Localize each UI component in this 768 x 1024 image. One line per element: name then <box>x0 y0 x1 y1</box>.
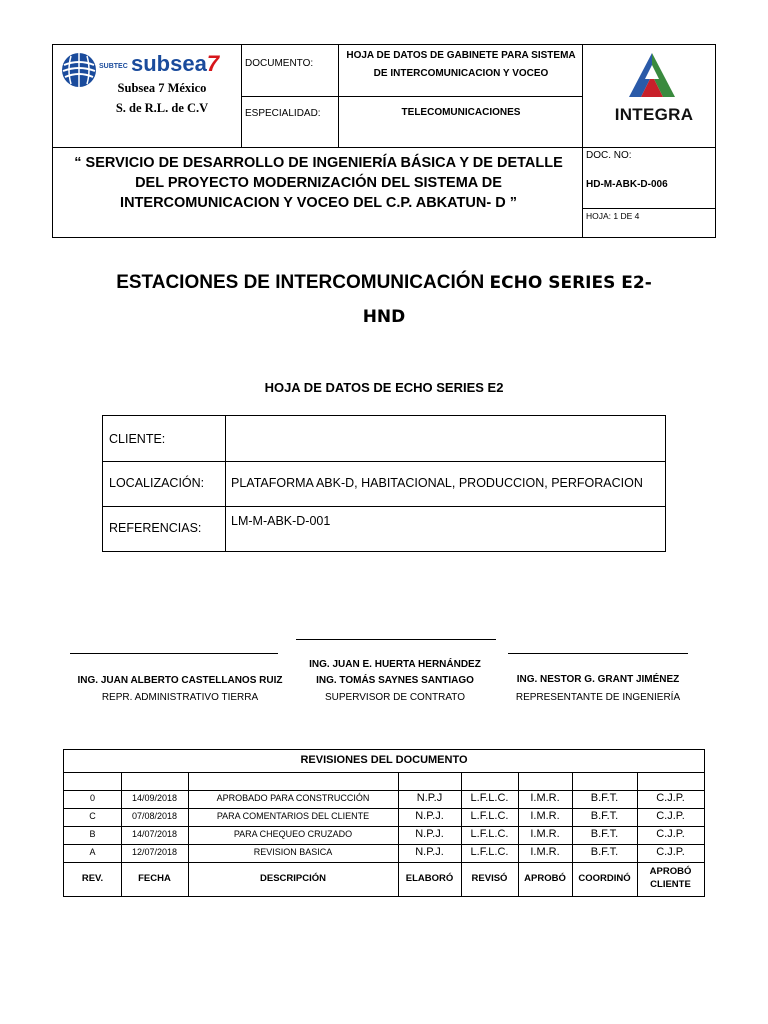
doc-no-value: HD-M-ABK-D-006 <box>586 179 668 190</box>
divider <box>64 790 704 791</box>
signature-line-center <box>296 639 496 640</box>
subsea-seven: 7 <box>206 51 220 76</box>
col-header-fecha: FECHA <box>138 873 171 884</box>
reviso-cell: L.F.L.C. <box>470 792 509 804</box>
rev-cell: 0 <box>89 793 95 803</box>
signer-right-name: ING. NESTOR G. GRANT JIMÉNEZ <box>516 674 680 685</box>
divider <box>241 96 582 97</box>
descripcion-cell: REVISION BASICA <box>253 847 333 857</box>
page-title-line2 <box>0 306 768 328</box>
revisions-title: REVISIONES DEL DOCUMENTO <box>300 754 468 766</box>
reviso-cell: L.F.L.C. <box>470 846 509 858</box>
divider <box>103 461 665 462</box>
aprobo-cliente-cell: C.J.P. <box>656 846 685 858</box>
signer-left-name: ING. JUAN ALBERTO CASTELLANOS RUIZ <box>77 675 283 686</box>
coordino-cell: B.F.T. <box>590 810 619 822</box>
page-counter: HOJA: 1 DE 4 <box>586 211 640 221</box>
col-header-elaboro: ELABORÓ <box>405 873 454 884</box>
divider <box>103 506 665 507</box>
documento-label: DOCUMENTO: <box>245 58 314 69</box>
service-line3: INTERCOMUNICACION Y VOCEO DEL C.P. ABKATUN- D ” <box>120 195 517 211</box>
fecha-cell: 14/09/2018 <box>131 793 178 803</box>
rev-cell: C <box>89 811 96 821</box>
fecha-cell: 07/08/2018 <box>131 811 178 821</box>
subsea7-logo <box>131 51 219 77</box>
documento-value-line2: DE INTERCOMUNICACION Y VOCEO <box>373 68 549 79</box>
elaboro-cell: N.P.J. <box>415 846 444 858</box>
signature-line-right <box>508 653 688 654</box>
signer-center-name2: ING. TOMÁS SAYNES SANTIAGO <box>316 675 474 686</box>
coordino-cell: B.F.T. <box>590 792 619 804</box>
aprobo-cliente-cell: C.J.P. <box>656 792 685 804</box>
divider <box>64 844 704 845</box>
page-title-part3: HND <box>362 307 406 327</box>
subsea-wordmark: subsea <box>131 51 207 76</box>
elaboro-cell: N.P.J. <box>415 828 444 840</box>
col-header-aprobo-cliente-1: APROBÓ <box>649 866 692 877</box>
service-line1: “ SERVICIO DE DESARROLLO DE INGENIERÍA BÁSICA Y DE DETALLE <box>74 155 563 171</box>
doc-no-label: DOC. NO: <box>586 150 632 161</box>
fecha-cell: 12/07/2018 <box>131 847 178 857</box>
localizacion-value: PLATAFORMA ABK-D, HABITACIONAL, PRODUCCION, PERFORACION <box>231 476 643 490</box>
integra-wordmark: INTEGRA <box>614 105 694 124</box>
descripcion-cell: APROBADO PARA CONSTRUCCIÓN <box>216 793 370 803</box>
localizacion-label: LOCALIZACIÓN: <box>109 476 205 490</box>
especialidad-value: TELECOMUNICACIONES <box>401 107 521 118</box>
aprobo-cell: I.M.R. <box>530 792 560 804</box>
page-title-part1: ESTACIONES DE INTERCOMUNICACIÓN <box>116 272 485 293</box>
coordino-cell: B.F.T. <box>590 828 619 840</box>
especialidad-label: ESPECIALIDAD: <box>245 108 321 119</box>
page-title <box>0 272 768 294</box>
col-header-reviso: REVISÓ <box>471 873 508 884</box>
rev-cell: A <box>89 847 96 857</box>
col-header-rev: REV. <box>81 873 104 884</box>
subtec-label: SUBTEC <box>99 63 128 70</box>
company-name: Subsea 7 México <box>117 81 207 95</box>
divider <box>582 45 583 238</box>
cliente-label: CLIENTE: <box>109 432 166 446</box>
document-header <box>52 44 716 238</box>
aprobo-cell: I.M.R. <box>530 846 560 858</box>
col-header-descripcion: DESCRIPCIÓN <box>260 873 326 884</box>
signature-line-left <box>70 653 278 654</box>
divider <box>64 808 704 809</box>
signer-right-role: REPRESENTANTE DE INGENIERÍA <box>515 692 681 703</box>
signer-center-role: SUPERVISOR DE CONTRATO <box>324 692 466 703</box>
signer-center-name1: ING. JUAN E. HUERTA HERNÁNDEZ <box>309 659 481 670</box>
descripcion-cell: PARA CHEQUEO CRUZADO <box>233 829 353 839</box>
coordino-cell: B.F.T. <box>590 846 619 858</box>
col-header-aprobo: APROBÓ <box>524 873 566 884</box>
company-legal-form: S. de R.L. de C.V <box>115 101 209 115</box>
page-title-part2: ECHO SERIES E2- <box>489 273 652 293</box>
referencias-label: REFERENCIAS: <box>109 521 202 535</box>
aprobo-cell: I.M.R. <box>530 810 560 822</box>
service-line2: DEL PROYECTO MODERNIZACIÓN DEL SISTEMA DE <box>135 175 502 191</box>
integra-logo-icon <box>617 51 687 103</box>
fecha-cell: 14/07/2018 <box>131 829 178 839</box>
signer-left-role: REPR. ADMINISTRATIVO TIERRA <box>101 692 259 703</box>
divider <box>64 772 704 773</box>
datasheet-subtitle: HOJA DE DATOS DE ECHO SERIES E2 <box>264 380 504 395</box>
divider <box>53 147 716 148</box>
divider <box>64 862 704 863</box>
divider <box>225 416 226 551</box>
client-info-table <box>102 415 666 552</box>
aprobo-cliente-cell: C.J.P. <box>656 828 685 840</box>
reviso-cell: L.F.L.C. <box>470 828 509 840</box>
divider <box>582 208 716 209</box>
reviso-cell: L.F.L.C. <box>470 810 509 822</box>
referencias-value: LM-M-ABK-D-001 <box>231 514 331 528</box>
rev-cell: B <box>89 829 96 839</box>
col-header-coordino: COORDINÓ <box>578 873 631 884</box>
col-header-aprobo-cliente-2: CLIENTE <box>650 879 691 890</box>
descripcion-cell: PARA COMENTARIOS DEL CLIENTE <box>216 811 370 821</box>
elaboro-cell: N.P.J <box>416 792 443 804</box>
revisions-table <box>63 749 705 897</box>
divider <box>64 826 704 827</box>
documento-value-line1: HOJA DE DATOS DE GABINETE PARA SISTEMA <box>346 50 576 61</box>
aprobo-cliente-cell: C.J.P. <box>656 810 685 822</box>
elaboro-cell: N.P.J. <box>415 810 444 822</box>
aprobo-cell: I.M.R. <box>530 828 560 840</box>
